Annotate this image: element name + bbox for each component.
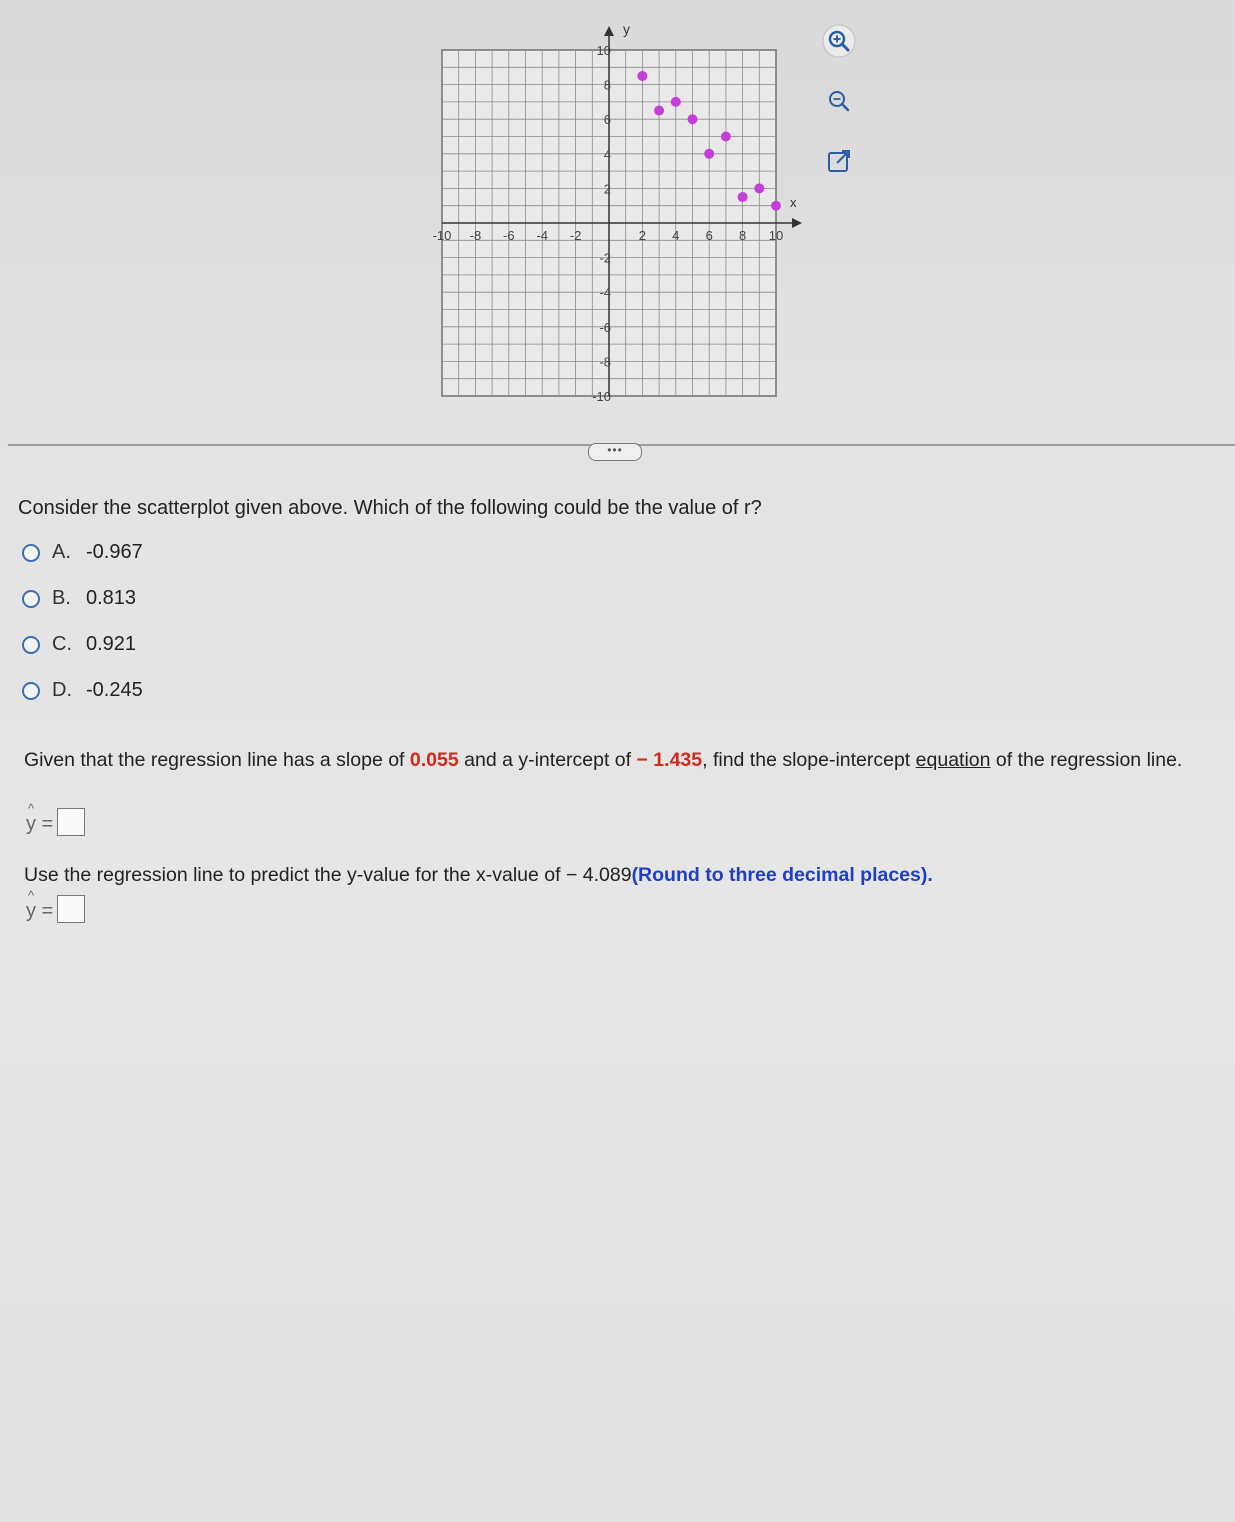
y-tick-label: -6 xyxy=(599,319,611,335)
y-tick-label: 2 xyxy=(603,181,611,197)
radio-button-icon[interactable] xyxy=(22,682,40,700)
y-tick-label: 4 xyxy=(603,146,611,162)
radio-button-icon[interactable] xyxy=(22,590,40,608)
external-link-icon[interactable] xyxy=(822,144,856,178)
y-tick-label: 10 xyxy=(596,43,611,58)
y-tick-label: -4 xyxy=(599,285,611,301)
x-tick-label: -2 xyxy=(569,228,582,243)
y-tick-label: -8 xyxy=(599,354,611,370)
q2-part3: , find the slope-intercept xyxy=(702,749,916,771)
option-value: 0.921 xyxy=(86,633,137,655)
prediction-answer-input[interactable] xyxy=(57,895,85,923)
x-tick-label: 8 xyxy=(738,228,747,243)
data-point xyxy=(738,192,748,202)
y-axis-label: y xyxy=(623,21,630,37)
x-tick-label: -6 xyxy=(503,228,515,243)
scatterplot xyxy=(420,20,810,410)
more-button[interactable]: ••• xyxy=(588,443,642,461)
scatterplot-svg xyxy=(420,20,810,410)
y-hat-label xyxy=(26,801,54,836)
x-tick-label: -10 xyxy=(432,228,452,243)
x-tick-label: 10 xyxy=(768,228,784,243)
x-tick-label: 2 xyxy=(638,228,647,243)
x-tick-label: -8 xyxy=(469,228,482,243)
y-hat-label xyxy=(26,888,54,923)
option-c[interactable] xyxy=(22,633,136,656)
q2-part2: and a y-intercept of xyxy=(458,749,637,771)
rounding-instruction: (Round to three decimal places). xyxy=(631,864,933,886)
radio-button-icon[interactable] xyxy=(22,636,40,654)
y-tick-label: -10 xyxy=(592,389,611,404)
option-d[interactable] xyxy=(22,679,143,702)
option-value: -0.967 xyxy=(86,541,143,563)
data-point xyxy=(654,106,664,116)
prediction-answer-row xyxy=(26,888,85,923)
zoom-in-icon[interactable] xyxy=(822,24,856,58)
option-letter: A. xyxy=(52,541,71,563)
option-a[interactable] xyxy=(22,541,143,564)
x-tick-label: 6 xyxy=(705,228,713,243)
question-1-text: Consider the scatterplot given above. Which of the following could be the value of r? xyxy=(18,497,762,519)
q2-part1: Given that the regression line has a slope of xyxy=(24,749,410,771)
intercept-value: − 1.435 xyxy=(636,749,703,771)
equation-answer-input[interactable] xyxy=(57,808,85,836)
question-2-text xyxy=(24,748,1204,773)
data-point xyxy=(754,183,764,193)
option-letter: D. xyxy=(52,679,72,701)
equation-answer-row xyxy=(26,801,85,836)
y-tick-label: 6 xyxy=(603,112,611,128)
x-tick-label: 4 xyxy=(672,228,680,243)
data-point xyxy=(671,97,681,107)
y-tick-label: -2 xyxy=(599,250,611,266)
q3-part1: Use the regression line to predict the y-value for the x-value of xyxy=(24,864,566,886)
y-tick-label: 8 xyxy=(603,77,611,93)
slope-value: 0.055 xyxy=(409,749,459,771)
x-tick-label: -4 xyxy=(536,228,548,243)
hat-symbol: ^ xyxy=(28,888,35,903)
q2-part4: of the regression line. xyxy=(990,749,1183,771)
y-axis-arrow xyxy=(604,26,614,36)
y-equals: y = xyxy=(26,900,54,922)
option-b[interactable] xyxy=(22,587,136,610)
option-value: -0.245 xyxy=(86,679,143,701)
data-point xyxy=(688,114,698,124)
option-letter: B. xyxy=(52,587,71,609)
x-value: − 4.089 xyxy=(565,864,632,886)
data-point xyxy=(637,71,647,81)
equation-link[interactable]: equation xyxy=(915,749,991,771)
option-value: 0.813 xyxy=(86,587,137,609)
x-axis-arrow xyxy=(792,218,802,228)
question-3-text xyxy=(24,863,1204,888)
radio-button-icon[interactable] xyxy=(22,544,40,562)
data-point xyxy=(721,132,731,142)
option-letter: C. xyxy=(52,633,72,655)
hat-symbol: ^ xyxy=(28,801,35,816)
data-point xyxy=(771,201,781,211)
zoom-out-icon[interactable] xyxy=(822,84,856,118)
data-point xyxy=(704,149,714,159)
x-axis-label: x xyxy=(790,195,797,210)
y-equals: y = xyxy=(26,813,54,835)
